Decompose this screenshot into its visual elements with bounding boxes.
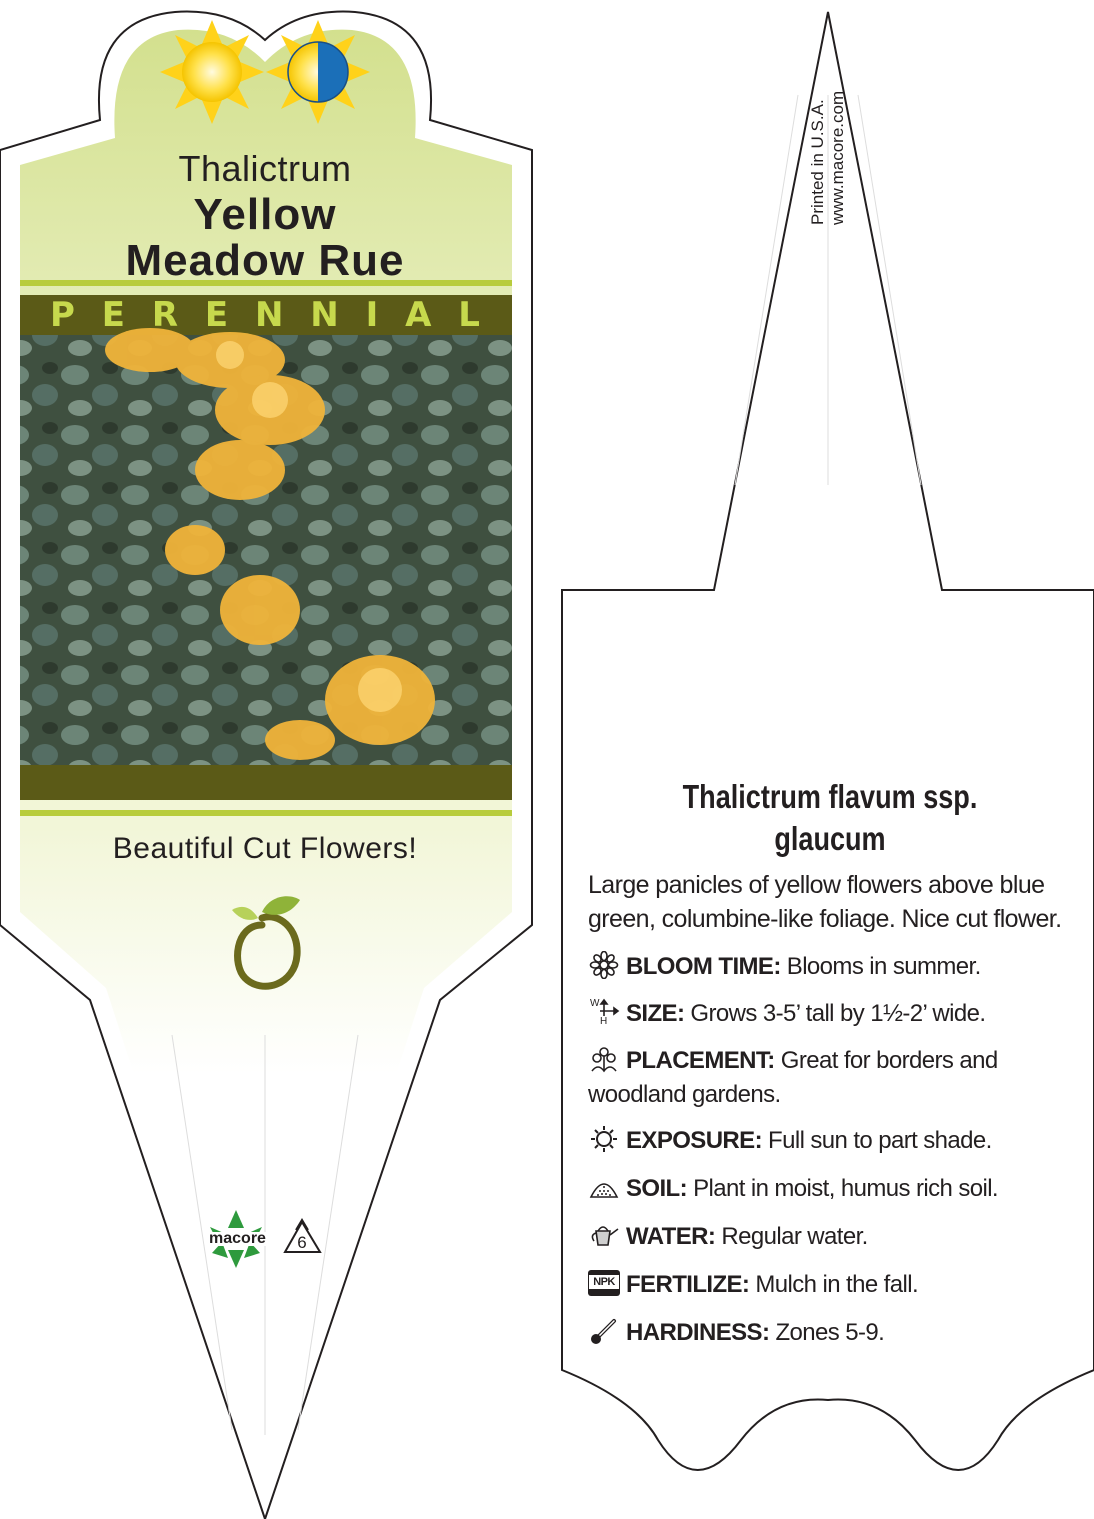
plant-type-letter: N bbox=[254, 295, 284, 335]
size-icon-h: H bbox=[600, 1016, 607, 1027]
printed-info bbox=[808, 55, 848, 225]
bloom-time-value: Blooms in summer. bbox=[786, 953, 981, 980]
soil-label: SOIL: bbox=[626, 1175, 687, 1202]
npk-icon-text: NPK bbox=[589, 1275, 619, 1289]
recycle-code: 6 bbox=[297, 1233, 307, 1252]
plant-type-letter: I bbox=[365, 295, 379, 335]
sun-icon bbox=[588, 1125, 620, 1153]
npk-icon bbox=[588, 1269, 620, 1297]
placement-label: PLACEMENT: bbox=[626, 1047, 775, 1074]
plant-type bbox=[50, 295, 480, 335]
attribute-size bbox=[588, 997, 1068, 1031]
genus-name: Thalictrum bbox=[178, 148, 352, 189]
scientific-name-line1: Thalictrum flavum ssp. bbox=[682, 778, 978, 815]
fertilize-label: FERTILIZE: bbox=[626, 1271, 750, 1298]
plant-type-letter: A bbox=[405, 295, 432, 335]
scientific-name bbox=[625, 776, 1035, 860]
brand-name: macore bbox=[209, 1230, 266, 1247]
scientific-name-line2: glaucum bbox=[774, 820, 886, 857]
exposure-value: Full sun to part shade. bbox=[768, 1127, 992, 1154]
hardiness-value: Zones 5-9. bbox=[775, 1319, 885, 1346]
attribute-bloom-time bbox=[588, 950, 1068, 984]
description: Large panicles of yellow flowers above blue green, columbine-like foliage. Nice cut flower. bbox=[588, 871, 1062, 933]
plant-type-letter: P bbox=[50, 295, 75, 335]
plant-type-letter: E bbox=[204, 295, 229, 335]
placement-icon bbox=[588, 1045, 620, 1073]
common-name-line1: Yellow bbox=[193, 190, 337, 239]
attribute-water bbox=[588, 1220, 1068, 1254]
full-sun-icon bbox=[160, 20, 264, 124]
placement-value: Great for borders and woodland gardens. bbox=[588, 1047, 998, 1108]
bloom-time-label: BLOOM TIME: bbox=[626, 953, 781, 980]
printed-line2: www.macore.com bbox=[828, 90, 847, 225]
flower-icon bbox=[588, 951, 620, 979]
water-value: Regular water. bbox=[721, 1223, 868, 1250]
plant-photo bbox=[20, 328, 512, 765]
size-label: SIZE: bbox=[626, 1000, 685, 1027]
hardiness-label: HARDINESS: bbox=[626, 1319, 770, 1346]
attribute-soil bbox=[588, 1172, 1068, 1206]
watering-can-icon bbox=[588, 1221, 620, 1249]
plant-type-letter: L bbox=[458, 295, 480, 335]
accent-line-bottom bbox=[20, 810, 512, 816]
size-icon-w: W bbox=[590, 998, 599, 1009]
attribute-exposure bbox=[588, 1124, 1068, 1158]
printed-line1: Printed in U.S.A. bbox=[808, 99, 827, 225]
photo-bottom-band bbox=[20, 765, 512, 800]
attribute-placement bbox=[588, 1044, 1068, 1112]
plant-type-letter: R bbox=[151, 295, 179, 335]
tagline: Beautiful Cut Flowers! bbox=[112, 832, 418, 865]
size-value: Grows 3-5’ tall by 1½-2’ wide. bbox=[690, 1000, 986, 1027]
fertilize-value: Mulch in the fall. bbox=[755, 1271, 919, 1298]
attribute-hardiness bbox=[588, 1316, 1068, 1350]
water-label: WATER: bbox=[626, 1223, 716, 1250]
plant-type-letter: N bbox=[310, 295, 339, 335]
thermometer-icon bbox=[588, 1317, 620, 1345]
soil-value: Plant in moist, humus rich soil. bbox=[693, 1175, 998, 1202]
exposure-label: EXPOSURE: bbox=[626, 1127, 762, 1154]
soil-icon bbox=[588, 1173, 620, 1201]
attribute-fertilize bbox=[588, 1268, 1068, 1302]
common-name-line2: Meadow Rue bbox=[125, 236, 405, 285]
part-shade-icon bbox=[266, 20, 370, 124]
plant-type-letter: E bbox=[101, 295, 125, 335]
